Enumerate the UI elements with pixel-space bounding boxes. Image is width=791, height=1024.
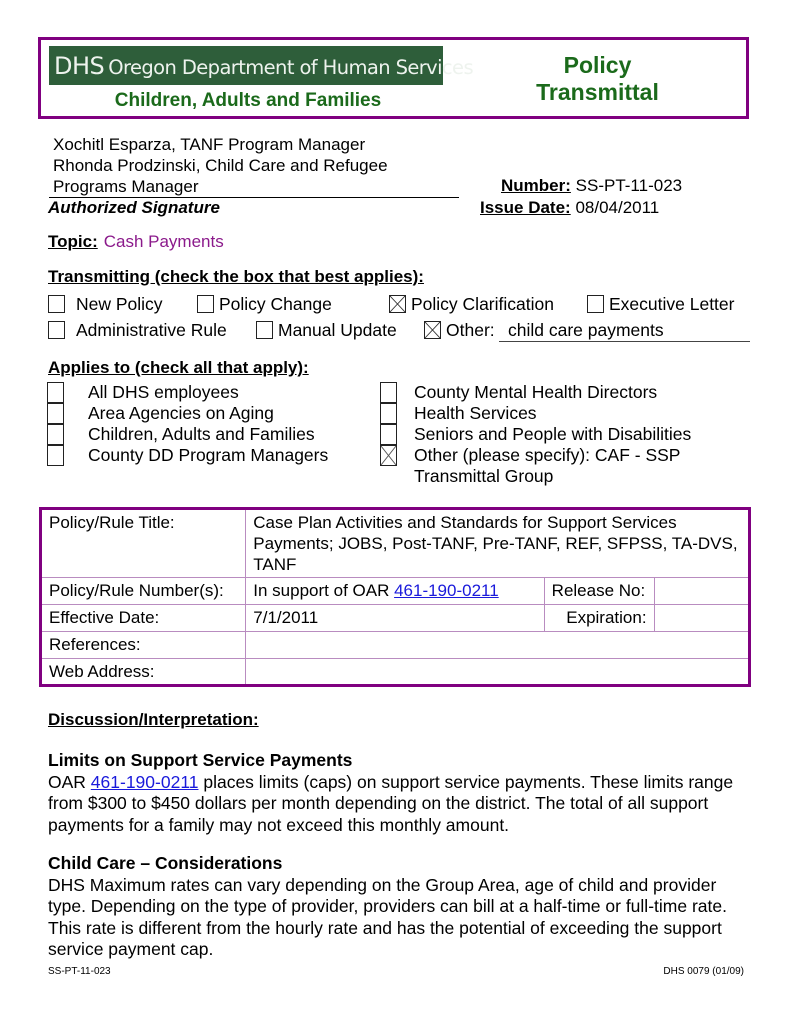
footer-doc-number: SS-PT-11-023 xyxy=(48,966,111,977)
oar-link[interactable]: 461-190-0211 xyxy=(394,581,499,600)
x-mark-icon xyxy=(425,322,440,338)
checkbox[interactable] xyxy=(47,403,64,424)
section-body: DHS Maximum rates can vary depending on the Group Area, age of child and provider type. Depending on the type of provider, providers can bill at a half-time or full-time rate. This rate is different from the hourly rate and has the potential of exceeding the support service payment cap. xyxy=(48,874,727,959)
checkbox[interactable] xyxy=(587,295,604,313)
checkbox[interactable] xyxy=(47,445,64,466)
option-new-policy[interactable]: New Policy xyxy=(48,294,163,315)
release-no-value xyxy=(654,578,749,605)
issue-date: Issue Date: 08/04/2011 xyxy=(480,198,660,217)
applies-other[interactable]: Other (please specify): CAF - SSP xyxy=(380,445,691,466)
checkbox-checked[interactable] xyxy=(424,321,441,339)
policy-title-label: Policy/Rule Title: xyxy=(41,509,246,578)
applies-other-line2: Transmittal Group xyxy=(414,466,554,486)
discussion-heading: Discussion/Interpretation: xyxy=(48,710,259,729)
division-name: Children, Adults and Families xyxy=(114,90,382,111)
checkbox[interactable] xyxy=(47,382,64,403)
checkbox[interactable] xyxy=(380,382,397,403)
option-other[interactable]: Other: xyxy=(424,320,495,341)
footer-form-number: DHS 0079 (01/09) xyxy=(663,966,744,977)
option-executive-letter[interactable]: Executive Letter xyxy=(587,294,734,315)
effective-date-value: 7/1/2011 xyxy=(246,605,544,632)
section-title: Limits on Support Service Payments xyxy=(48,750,353,770)
option-manual-update[interactable]: Manual Update xyxy=(256,320,397,341)
x-mark-icon xyxy=(390,296,405,312)
table-row xyxy=(41,605,750,632)
applies-county-dd-program-managers[interactable]: County DD Program Managers xyxy=(47,445,328,466)
policy-info-table xyxy=(39,507,751,687)
x-mark-icon xyxy=(381,446,396,465)
expiration-value xyxy=(654,605,749,632)
applies-county-mental-health-directors[interactable]: County Mental Health Directors xyxy=(380,382,691,403)
section-limits xyxy=(48,750,758,836)
checkbox[interactable] xyxy=(47,424,64,445)
option-policy-change[interactable]: Policy Change xyxy=(197,294,332,315)
other-specify-field[interactable]: child care payments xyxy=(508,320,664,340)
applies-all-dhs-employees[interactable]: All DHS employees xyxy=(47,382,328,403)
table-row xyxy=(41,578,750,605)
table-row xyxy=(41,632,750,659)
web-address-value xyxy=(246,659,750,686)
checkbox[interactable] xyxy=(380,403,397,424)
logo-text: DHS Oregon Department of Human Services xyxy=(54,51,474,80)
checkbox[interactable] xyxy=(256,321,273,339)
policy-title-value: Case Plan Activities and Standards for Support Services Payments; JOBS, Post-TANF, Pre-TANF, REF, SFPSS, TA-DVS, TANF xyxy=(246,509,750,578)
table-row xyxy=(41,659,750,686)
dhs-logo xyxy=(49,46,474,85)
policy-number-label: Policy/Rule Number(s): xyxy=(41,578,246,605)
applies-to-right-column xyxy=(380,382,691,487)
signatory-line: Rhonda Prodzinski, Child Care and Refugee xyxy=(53,156,388,175)
release-no-label: Release No: xyxy=(544,578,654,605)
policy-number-value: In support of OAR 461-190-0211 xyxy=(246,578,544,605)
checkbox[interactable] xyxy=(48,295,65,313)
checkbox[interactable] xyxy=(48,321,65,339)
applies-children-adults-families[interactable]: Children, Adults and Families xyxy=(47,424,328,445)
checkbox[interactable] xyxy=(197,295,214,313)
applies-to-heading: Applies to (check all that apply): xyxy=(48,358,309,377)
authorized-signature-label: Authorized Signature xyxy=(48,198,220,217)
applies-seniors-people-disabilities[interactable]: Seniors and People with Disabilities xyxy=(380,424,691,445)
applies-to-left-column xyxy=(47,382,328,466)
oar-link[interactable]: 461-190-0211 xyxy=(90,771,199,792)
topic: Topic: Cash Payments xyxy=(48,232,224,251)
transmittal-number: Number: SS-PT-11-023 xyxy=(501,176,683,195)
signatory-line: Xochitl Esparza, TANF Program Manager xyxy=(53,135,366,154)
checkbox[interactable] xyxy=(380,424,397,445)
signatories xyxy=(53,134,388,197)
signatory-line: Programs Manager xyxy=(53,177,199,196)
table-row xyxy=(41,509,750,578)
checkbox-checked[interactable] xyxy=(389,295,406,313)
effective-date-label: Effective Date: xyxy=(41,605,246,632)
section-child-care xyxy=(48,853,758,961)
applies-area-agencies-on-aging[interactable]: Area Agencies on Aging xyxy=(47,403,328,424)
references-value xyxy=(246,632,750,659)
references-label: References: xyxy=(41,632,246,659)
option-policy-clarification[interactable]: Policy Clarification xyxy=(389,294,554,315)
section-title: Child Care – Considerations xyxy=(48,853,283,873)
checkbox-checked[interactable] xyxy=(380,445,397,466)
web-address-label: Web Address: xyxy=(41,659,246,686)
expiration-label: Expiration: xyxy=(544,605,654,632)
document-type-title: Policy Transmittal xyxy=(536,52,659,105)
other-underline xyxy=(499,341,750,342)
option-administrative-rule[interactable]: Administrative Rule xyxy=(48,320,227,341)
section-body: OAR 461-190-0211 places limits (caps) on support service payments. These limits range from $300 to $450 dollars per month depending on the district. The total of all support payments for a family may not exceed this monthly amount. xyxy=(48,771,734,835)
transmitting-heading: Transmitting (check the box that best applies): xyxy=(48,267,424,286)
applies-health-services[interactable]: Health Services xyxy=(380,403,691,424)
